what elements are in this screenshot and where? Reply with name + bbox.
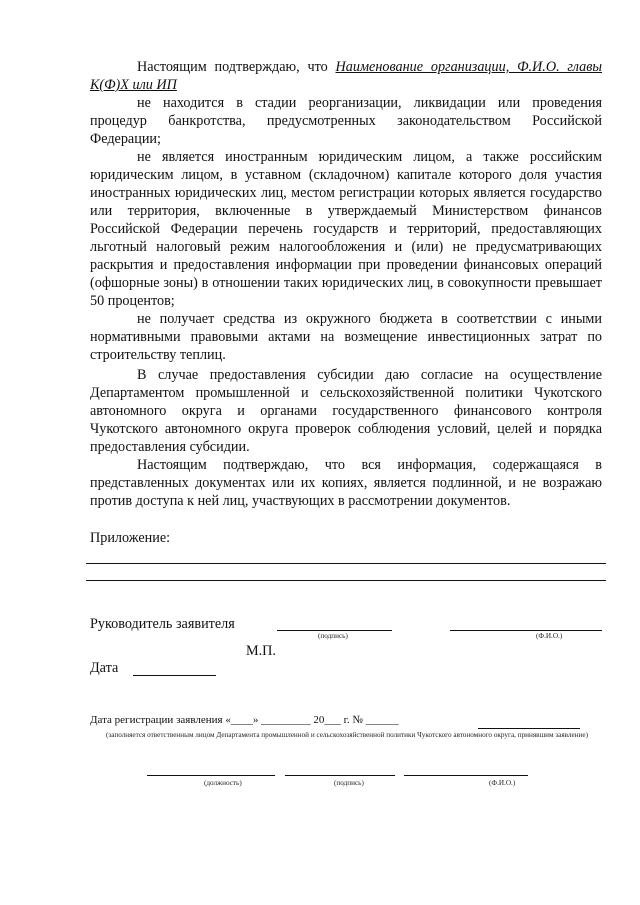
paragraph-no-other-funds: не получает средства из окружного бюджета в соответствии с иными нормативными правовыми актами на возмещение инвестиционных затрат по строительству теплиц. [90, 311, 602, 363]
registration-date-line: Дата регистрации заявления «____» _________ 20___ г. № ______ [90, 714, 399, 726]
paragraph-lead: Настоящим подтверждаю, что [137, 59, 336, 75]
registrar-signature-hint: (подпись) [334, 779, 364, 787]
head-of-applicant-label: Руководитель заявителя [90, 616, 235, 632]
paragraph-consent: В случае предоставления субсидии даю согласие на осуществление Департаментом промышленной и сельскохозяйственной политики Чукотского автономного округа и органами государственного финансового контроля Чукотского автономного округа проверок соблюдения условий, целей и порядка предоставления субсидии. [90, 367, 602, 455]
paragraph-confirmation [90, 58, 602, 94]
registrar-signature-line[interactable] [285, 775, 395, 776]
head-fio-line[interactable] [450, 630, 602, 631]
registration-note: (заполняется ответственным лицом Департамента промышленной и сельскохозяйственной политики Чукотского автономного округа, принявшим заявление) [106, 731, 588, 739]
position-hint: (должность) [204, 779, 242, 787]
registrar-fio-line[interactable] [404, 775, 528, 776]
paragraph-authenticity: Настоящим подтверждаю, что вся информация, содержащаяся в представленных документах или их копиях, является подлинной, и не возражаю против доступа к ней лиц, участвующих в рассмотрении документов. [90, 457, 602, 509]
annex-line-2[interactable] [86, 580, 606, 581]
date-label: Дата [90, 660, 119, 676]
organization-name-placeholder: Наименование организации, Ф.И.О. главы К(Ф)Х или ИП [90, 59, 602, 93]
paragraph-no-reorganization: не находится в стадии реорганизации, ликвидации или проведения процедур банкротства, предусмотренных законодательством Российской Федерации; [90, 95, 602, 147]
head-signature-line[interactable] [277, 630, 392, 631]
registration-number-line[interactable] [478, 728, 580, 729]
declaration-body [90, 58, 602, 510]
head-fio-hint: (Ф.И.О.) [536, 632, 563, 640]
position-line[interactable] [147, 775, 275, 776]
stamp-label: М.П. [246, 643, 276, 659]
annex-label: Приложение: [90, 530, 171, 546]
date-line[interactable] [133, 675, 216, 676]
paragraph-not-foreign: не является иностранным юридическим лицом, а также российским юридическим лицом, в уставном (складочном) капитале которого доля участия иностранных юридических лиц, местом регистрации которых является государство или территория, включенные в утверждаемый Министерством финансов Российской Федерации перечень государств и территорий, предоставляющих льготный налоговый режим налогообложения и (или) не предусматривающих раскрытия и предоставления информации при проведении финансовых операций (офшорные зоны) в отношении таких юридических лиц, в совокупности превышает 50 процентов; [90, 149, 602, 309]
registrar-fio-hint: (Ф.И.О.) [489, 779, 516, 787]
annex-line-1[interactable] [86, 563, 606, 564]
head-signature-hint: (подпись) [318, 632, 348, 640]
